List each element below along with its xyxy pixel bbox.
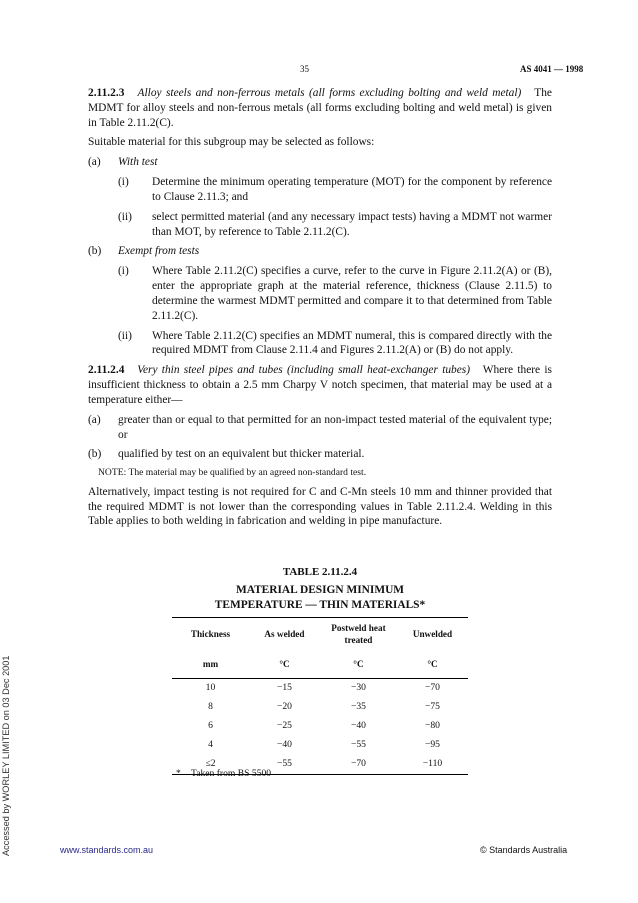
table-row xyxy=(172,717,468,736)
table-cell: 10 xyxy=(205,682,216,694)
table-cell: −80 xyxy=(424,720,440,732)
col-header: Postweld heat treated xyxy=(331,623,386,645)
table-row xyxy=(172,736,468,755)
material-table xyxy=(172,617,468,775)
table-footnote xyxy=(176,768,271,780)
table-cell: −70 xyxy=(350,758,366,770)
footnote-mark: * xyxy=(176,768,181,779)
list-label: (b) xyxy=(88,448,102,461)
sub-text: Where Table 2.11.2(C) specifies a curve, refer to the curve in Figure 2.11.2(A) or (B), enter the appropriate graph at the material reference, thickness (Clause 2.11.5) to determine the warmest MDMT permitted and compare it to that determined from Table 2.11.2(C). xyxy=(152,265,552,322)
note: NOTE: The material may be qualified by an agreed non-standard test. xyxy=(98,467,367,479)
list-text: qualified by test on an equivalent but thicker material. xyxy=(118,448,365,461)
table-cell: −35 xyxy=(350,701,366,713)
clause-intro: Suitable material for this subgroup may be selected as follows: xyxy=(88,136,375,149)
table-caption: TABLE 2.11.2.4 xyxy=(282,566,358,578)
sub-label: (i) xyxy=(118,176,129,189)
table-cell: 4 xyxy=(208,739,213,751)
col-header: Thickness xyxy=(190,629,231,640)
sub-label: (ii) xyxy=(118,210,132,223)
body-text xyxy=(88,86,552,534)
table-title-line: MATERIAL DESIGN MINIMUM xyxy=(235,584,405,596)
clause-text: Where there is insufficient thickness to obtain a 2.5 mm Charpy V notch specimen, that material may be used at a temperature either— xyxy=(88,364,552,406)
sub-text: Determine the minimum operating temperature (MOT) for the component by reference to Clause 2.11.3; and xyxy=(152,176,552,203)
unit-header: °C xyxy=(353,659,364,670)
unit-header: °C xyxy=(279,659,290,670)
table-cell: −30 xyxy=(350,682,366,694)
table-cell: 8 xyxy=(208,701,213,713)
table-units-row xyxy=(172,652,468,679)
clause-2-11-2-3 xyxy=(88,86,552,130)
clause-number: 2.11.2.4 xyxy=(88,364,125,377)
table-title-line: TEMPERATURE — THIN MATERIALS* xyxy=(214,598,426,611)
table-cell: ≤2 xyxy=(205,758,216,770)
sub-text: Where Table 2.11.2(C) specifies an MDMT numeral, this is compared directly with the required MDMT from Clause 2.11.4 and Figures 2.11.2(A) or (B) do not apply. xyxy=(152,329,552,357)
table-cell: −20 xyxy=(276,701,292,713)
sub-text: select permitted material (and any necessary impact tests) having a MDMT not warmer than MOT, by reference to Table 2.11.2(C). xyxy=(152,210,552,238)
clause-title: Very thin steel pipes and tubes (including small heat-exchanger tubes) xyxy=(137,364,471,377)
list-label: (b) xyxy=(88,245,102,258)
list-title: Exempt from tests xyxy=(118,245,200,258)
table-cell: −55 xyxy=(350,739,366,751)
table-row xyxy=(172,698,468,717)
unit-header: mm xyxy=(202,659,219,670)
table-header-row xyxy=(172,618,468,653)
sub-label: (i) xyxy=(118,265,129,278)
closing-paragraph: Alternatively, impact testing is not required for C and C-Mn steels 10 mm and thinner provided that the required MDMT is not lower than the corresponding values in Table 2.11.2.4. Welding in this Table applies to both welding in fabrication and welding in pipe manufacture. xyxy=(88,485,552,528)
list-item-a xyxy=(88,413,552,443)
table-cell: −75 xyxy=(424,701,440,713)
list-item-b xyxy=(88,244,552,259)
list-item-b xyxy=(88,447,552,462)
clause-title: Alloy steels and non-ferrous metals (all forms excluding bolting and weld metal) xyxy=(137,87,522,99)
footer-url[interactable]: www.standards.com.au xyxy=(60,845,154,855)
sub-item-b-ii xyxy=(88,329,552,359)
table-cell: −25 xyxy=(276,720,292,732)
clause-number: 2.11.2.3 xyxy=(88,87,125,99)
list-label: (a) xyxy=(88,413,101,426)
col-header: As welded xyxy=(264,629,305,640)
table-cell: −40 xyxy=(350,720,366,732)
page-number: 35 xyxy=(300,64,309,74)
table-cell: −110 xyxy=(422,758,443,770)
table-cell: −70 xyxy=(424,682,440,694)
sub-item-a-ii xyxy=(88,210,552,240)
table-cell: −55 xyxy=(276,758,292,770)
col-header: Unwelded xyxy=(412,629,453,640)
clause-2-11-2-4 xyxy=(88,363,552,407)
table-row xyxy=(172,679,468,699)
footer-copyright: © Standards Australia xyxy=(480,845,568,855)
sub-label: (ii) xyxy=(118,329,132,342)
table-cell: −95 xyxy=(424,739,440,751)
list-item-a xyxy=(88,155,552,170)
access-watermark: Accessed by WORLEY LIMITED on 03 Dec 2001 xyxy=(1,655,11,856)
table-title xyxy=(190,583,450,613)
list-title: With test xyxy=(118,156,158,169)
table-cell: −40 xyxy=(276,739,292,751)
clause-text: The MDMT for alloy steels and non-ferrous metals (all forms excluding bolting and weld metal) is given in Table 2.11.2(C). xyxy=(88,87,552,129)
unit-header: °C xyxy=(427,659,438,670)
table-cell: −15 xyxy=(276,682,292,694)
list-label: (a) xyxy=(88,156,101,169)
footnote-text: Taken from BS 5500 xyxy=(191,768,272,779)
standard-reference: AS 4041 — 1998 xyxy=(520,64,584,74)
sub-item-a-i xyxy=(88,175,552,205)
list-text: greater than or equal to that permitted for an non-impact tested material of the equivalent type; or xyxy=(118,413,552,441)
sub-item-b-i xyxy=(88,264,552,323)
table-cell: 6 xyxy=(208,720,213,732)
